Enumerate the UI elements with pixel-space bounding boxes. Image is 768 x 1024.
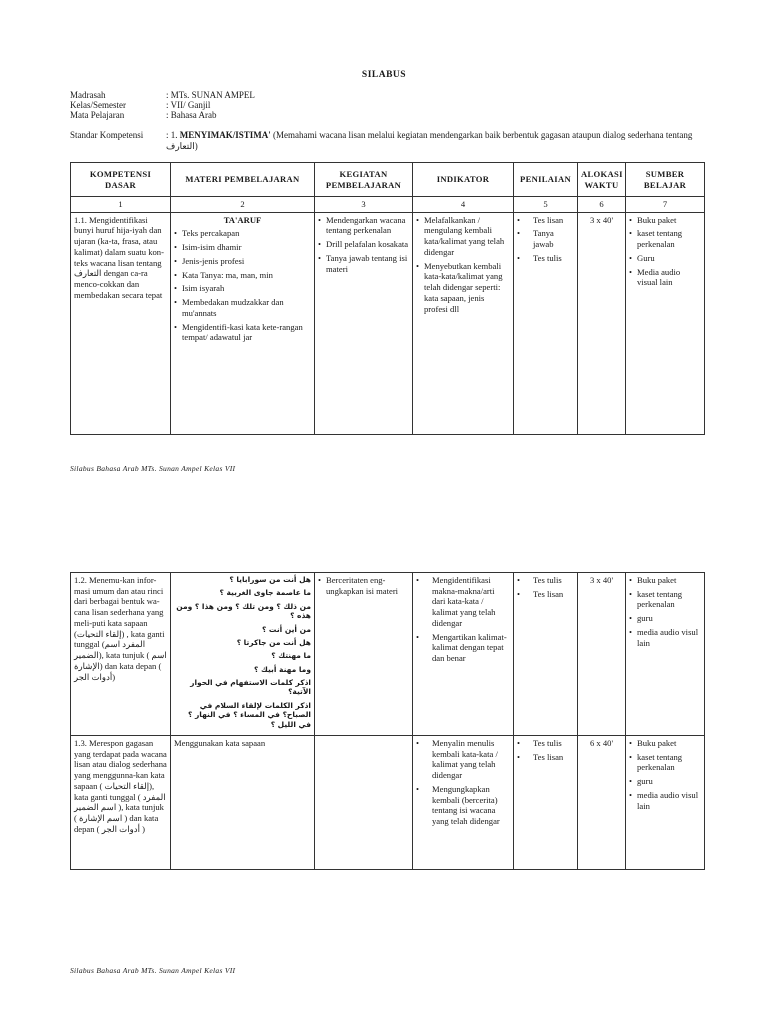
list-item: • kaset tentang perkenalan: [629, 228, 701, 249]
list-item: • Tes lisan: [517, 752, 574, 763]
materi-arabic-line: من أين أنت ؟: [261, 624, 311, 634]
alokasi-cell: 3 x 40': [578, 212, 626, 434]
materi-list: [174, 228, 311, 343]
column-number-row: [71, 197, 705, 213]
list-item: • Tes tulis: [517, 738, 574, 749]
list-item: • Teks percakapan: [174, 228, 311, 239]
list-item: • Kata Tanya: ma, man, min: [174, 270, 311, 281]
materi-arabic-line: ما عاصمة جاوى الغربية ؟: [219, 588, 311, 598]
list-item: • Mengidentifikasi makna-makna/arti dari kata-kata / kalimat yang telah didengar: [416, 575, 510, 629]
materi-arabic-line: من ذلك ؟ ومن تلك ؟ ومن هذا ؟ ومن هذه ؟: [176, 601, 311, 621]
table-row: [71, 573, 705, 736]
list-item: • media audio visul lain: [629, 790, 701, 811]
list-item: • kaset tentang perkenalan: [629, 589, 701, 610]
header-penilaian: PENILAIAN: [514, 163, 578, 197]
meta-value: : VII/ Ganjil: [166, 100, 211, 110]
standar-text: [166, 130, 710, 153]
standar-label: Standar Kompetensi: [70, 130, 144, 140]
list-item: • media audio visul lain: [629, 627, 701, 648]
list-item: • Buku paket: [629, 738, 701, 749]
standar-heading: MENYIMAK/ISTIMA': [179, 130, 271, 140]
meta-row-kelas: [70, 100, 255, 110]
indikator-list: [416, 575, 510, 664]
standar-description: (Memahami wacana lisan melalui kegiatan mendengarkan baik berbentuk gagasan ataupun dialog sederhana tentang التعارف): [166, 130, 693, 152]
materi-title: TA'ARUF: [223, 214, 262, 225]
penilaian-list: [517, 575, 574, 599]
materi-cell: [171, 212, 315, 434]
list-item: • Tes lisan: [517, 215, 574, 226]
list-item: • Media audio visual lain: [629, 267, 701, 288]
sumber-cell: [626, 735, 705, 869]
column-number: 4: [413, 197, 514, 213]
list-item: • Menyalin menulis kembali kata-kata / kalimat yang telah didengar: [416, 738, 510, 781]
sumber-list: [629, 215, 701, 288]
list-item: • Mendengarkan wacana tentang perkenalan: [318, 215, 409, 236]
penilaian-cell: [514, 573, 578, 736]
materi-arabic-line: وما مهنة أبيك ؟: [254, 664, 311, 674]
materi-arabic-line: اذكر الكلمات لإلقاء السلام في الصباح؟ في المساء ؟ في النهار ؟ في الليل ؟: [187, 700, 311, 729]
sumber-cell: [626, 573, 705, 736]
indikator-list: [416, 215, 510, 315]
table-row: [71, 735, 705, 869]
kd-cell: 1.3. Merespon gagasan yang terdapat pada wacana lisan atau dialog sederhana yang menggunna-kan kata sapaan ( إلقاء التحيات), kata ganti tunggal ( المفرد اسم الضمير ), kata tunjuk ( اسم الإشارة ) dan kata depan ( أدوات الجر ): [71, 735, 171, 869]
kd-cell: 1.2. Menemu-kan infor-masi umum dan atau rinci dari berbagai bentuk wa-cana lisan sederhana yang meli-puti kata sapaan (إلقاء التحيات) , kata ganti tunggal (المفرد اسم الضمير), kata tunjuk ( اسم الإشارة) dan kata depan ( أدوات الجر): [71, 573, 171, 736]
meta-label: Madrasah: [70, 90, 106, 100]
list-item: • Isim-isim dhamir: [174, 242, 311, 253]
header-kompetensi: KOMPETENSI DASAR: [71, 163, 171, 197]
column-number: 6: [578, 197, 626, 213]
list-item: • Guru: [629, 253, 701, 264]
meta-row-mapel: [70, 110, 255, 120]
meta-value: : MTs. SUNAN AMPEL: [166, 90, 255, 100]
list-item: • Menyebutkan kembali kata-kata/kalimat yang telah didengar seperti: kata sapaan, jenis profesi dll: [416, 261, 510, 315]
kd-cell: 1.1. Mengidentifikasi bunyi huruf hija-iyah dan ujaran (ka-ta, frasa, atau kalimat) dalam suatu kon-teks wacana lisan tentang التعارف dengan ca-ra menco-cokkan dan membedakan secara tepat: [71, 212, 171, 434]
syllabus-table-2: [70, 572, 705, 870]
kegiatan-cell: [315, 212, 413, 434]
header-meta: [70, 90, 255, 120]
kegiatan-cell: [315, 735, 413, 869]
kegiatan-cell: [315, 573, 413, 736]
header-materi: MATERI PEMBELAJARAN: [171, 163, 315, 197]
header-kegiatan: KEGIATAN PEMBELAJARAN: [315, 163, 413, 197]
sumber-list: [629, 738, 701, 811]
list-item: • Mengidentifi-kasi kata kete-rangan tempat/ adawatul jar: [174, 322, 311, 343]
indikator-list: [416, 738, 510, 827]
list-item: • Mengungkapkan kembali (bercerita) tentang isi wacana yang telah didengar: [416, 784, 510, 827]
penilaian-list: [517, 215, 574, 264]
column-number: 1: [71, 197, 171, 213]
list-item: • Isim isyarah: [174, 283, 311, 294]
table-row: [71, 212, 705, 434]
materi-arabic-line: هل أنت من سورابايا ؟: [229, 575, 311, 584]
meta-value: : Bahasa Arab: [166, 110, 217, 120]
indikator-cell: [413, 573, 514, 736]
standar-kompetensi: [70, 130, 710, 153]
column-number: 3: [315, 197, 413, 213]
list-item: • Buku paket: [629, 575, 701, 586]
sumber-list: [629, 575, 701, 648]
header-indikator: INDIKATOR: [413, 163, 514, 197]
header-sumber: SUMBER BELAJAR: [626, 163, 705, 197]
meta-label: Kelas/Semester: [70, 100, 126, 110]
list-item: • guru: [629, 613, 701, 624]
penilaian-cell: [514, 212, 578, 434]
page-title: SILABUS: [361, 70, 407, 80]
sumber-cell: [626, 212, 705, 434]
header-alokasi: ALOKASI WAKTU: [578, 163, 626, 197]
meta-label: Mata Pelajaran: [70, 110, 125, 120]
list-item: • Jenis-jenis profesi: [174, 256, 311, 267]
column-number: 2: [171, 197, 315, 213]
alokasi-cell: 3 x 40': [578, 573, 626, 736]
penilaian-list: [517, 738, 574, 762]
list-item: • guru: [629, 776, 701, 787]
list-item: • Tes tulis: [517, 575, 574, 586]
page-footer: Silabus Bahasa Arab MTs. Sunan Ampel Kelas VII: [70, 966, 236, 975]
meta-row-madrasah: [70, 90, 255, 100]
list-item: • Tes lisan: [517, 589, 574, 600]
alokasi-cell: 6 x 40': [578, 735, 626, 869]
list-item: • Membedakan mudzakkar dan mu'annats: [174, 297, 311, 318]
syllabus-table-1: [70, 162, 705, 435]
indikator-cell: [413, 212, 514, 434]
indikator-cell: [413, 735, 514, 869]
kegiatan-list: [318, 575, 409, 596]
materi-arabic-line: هل أنت من جاكرتا ؟: [236, 637, 311, 647]
column-number: 7: [626, 197, 705, 213]
materi-cell: [171, 573, 315, 736]
header-row: [71, 163, 705, 197]
list-item: • Tanya jawab: [517, 228, 574, 249]
penilaian-cell: [514, 735, 578, 869]
list-item: • Tanya jawab tentang isi materi: [318, 253, 409, 274]
list-item: • Melafalkankan / mengulang kembali kata/kalimat yang telah didengar: [416, 215, 510, 258]
materi-arabic-line: اذكر كلمات الاستفهام في الحوار الآتية؟: [190, 678, 311, 697]
column-number: 5: [514, 197, 578, 213]
list-item: • Mengartikan kalimat-kalimat dengan tepat dan benar: [416, 632, 510, 664]
list-item: • Buku paket: [629, 215, 701, 226]
materi-arabic-line: ما مهنتك ؟: [271, 651, 311, 661]
page-footer: Silabus Bahasa Arab MTs. Sunan Ampel Kelas VII: [70, 464, 236, 473]
list-item: • Drill pelafalan kosakata: [318, 239, 409, 250]
materi-cell: Menggunakan kata sapaan: [171, 735, 315, 869]
standar-number: : 1.: [166, 130, 180, 140]
list-item: • kaset tentang perkenalan: [629, 752, 701, 773]
list-item: • Tes tulis: [517, 253, 574, 264]
kegiatan-list: [318, 215, 409, 275]
list-item: • Berceritaten eng-ungkapkan isi materi: [318, 575, 409, 596]
